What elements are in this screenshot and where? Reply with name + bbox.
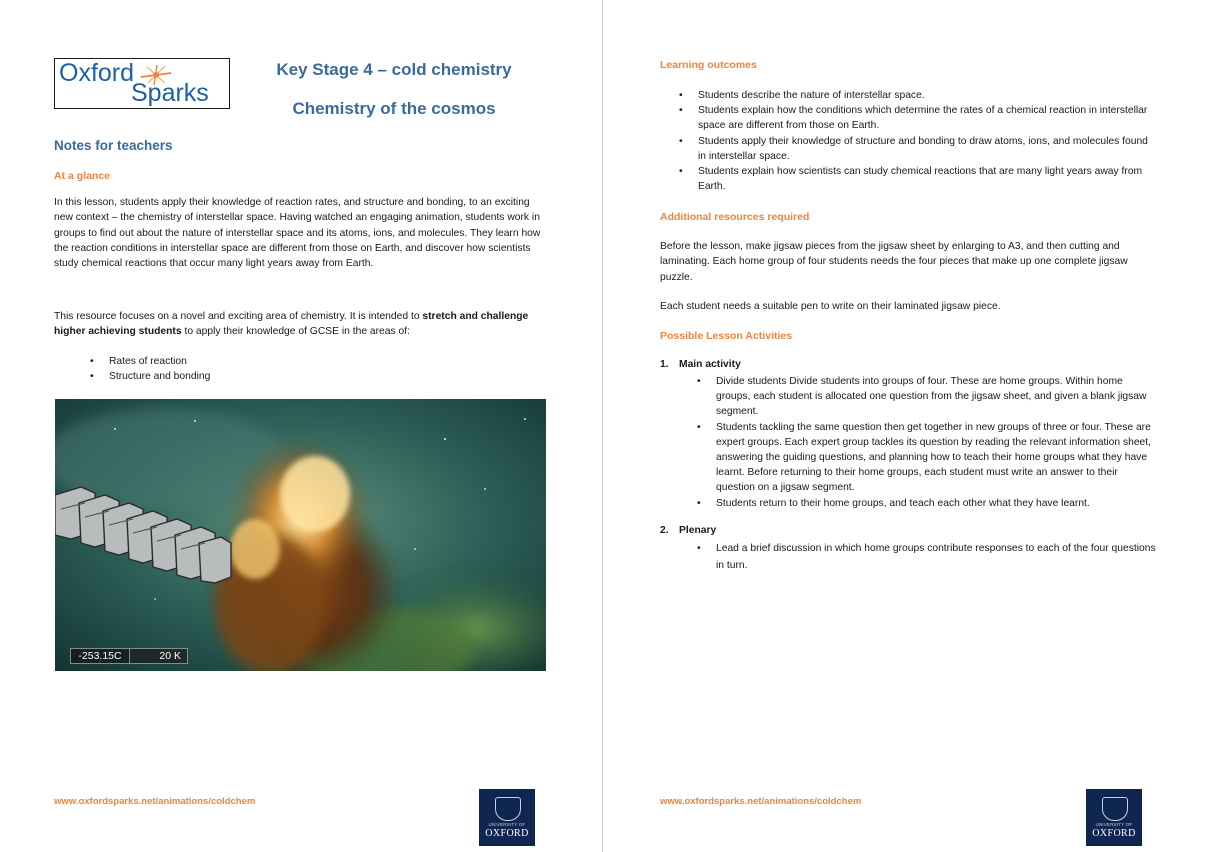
- focus-paragraph-end: to apply their knowledge of GCSE in the areas of:: [181, 326, 410, 338]
- focus-paragraph: [54, 309, 548, 340]
- page-right: [603, 0, 1206, 852]
- notes-for-teachers-heading: Notes for teachers: [54, 138, 173, 153]
- main-activity-number: 1.: [660, 359, 669, 370]
- topic-list: [90, 354, 490, 384]
- oxford-crest-icon: [1102, 797, 1128, 821]
- additional-resources-heading: Additional resources required: [660, 211, 810, 223]
- learning-outcomes-list: [679, 88, 1149, 194]
- badge-university-text: UNIVERSITY OF: [488, 822, 526, 827]
- plenary-heading: [660, 525, 716, 536]
- list-item: • Students tackling the same question then get together in new groups of three or four. These are expert groups. Each expert group tackles its question by reading the relevant information sheet, answering the guiding questions, and planning how to teach their home groups what they have learnt. Before returning to their home groups, each student must write an answer to their question on a jigsaw segment.: [697, 420, 1157, 496]
- temperature-readout: [70, 648, 188, 664]
- list-item: • Rates of reaction: [90, 354, 490, 369]
- page-subtitle: Chemistry of the cosmos: [292, 99, 496, 118]
- page-left: [0, 0, 602, 852]
- celsius-readout: -253.15C: [70, 648, 130, 664]
- list-item: • Students apply their knowledge of structure and bonding to draw atoms, ions, and molecules found in interstellar space.: [679, 134, 1149, 164]
- interstellar-nebula-image: [55, 399, 546, 671]
- list-item: • Students describe the nature of interstellar space.: [679, 88, 1149, 103]
- learning-outcomes-heading: Learning outcomes: [660, 59, 757, 71]
- plenary-number: 2.: [660, 525, 669, 536]
- list-item: • Students return to their home groups, and teach each other what they have learnt.: [697, 496, 1157, 511]
- badge-oxford-text: OXFORD: [485, 828, 529, 839]
- main-activity-title: Main activity: [679, 359, 741, 370]
- oxford-crest-icon: [495, 797, 521, 821]
- at-a-glance-heading: At a glance: [54, 170, 111, 182]
- main-activity-list: [697, 374, 1157, 511]
- list-item: • Structure and bonding: [90, 369, 490, 384]
- badge-oxford-text: OXFORD: [1092, 828, 1136, 839]
- focus-paragraph-bold: stretch and challenge higher achieving students: [54, 311, 529, 338]
- main-activity-heading: [660, 359, 741, 370]
- logo-word-oxford: Oxford: [59, 59, 135, 87]
- page-title: Key Stage 4 – cold chemistry: [276, 60, 512, 79]
- lesson-activities-heading: Possible Lesson Activities: [660, 330, 793, 342]
- list-item: • Students explain how the conditions which determine the rates of a chemical reaction in interstellar space are different from those on Earth.: [679, 103, 1149, 133]
- pen-paragraph: Each student needs a suitable pen to write on their laminated jigsaw piece.: [660, 301, 1001, 312]
- list-item: • Students explain how scientists can study chemical reactions that are many light years away from Earth.: [679, 164, 1149, 194]
- plenary-list: [697, 540, 1157, 574]
- spark-icon: [139, 63, 173, 87]
- badge-university-text: UNIVERSITY OF: [1095, 822, 1133, 827]
- list-item: • Lead a brief discussion in which home groups contribute responses to each of the four questions in turn.: [697, 540, 1157, 574]
- footer-link[interactable]: www.oxfordsparks.net/animations/coldchem: [54, 796, 256, 807]
- university-of-oxford-logo: [479, 789, 535, 846]
- plenary-title: Plenary: [679, 525, 717, 536]
- kelvin-readout: 20 K: [130, 648, 188, 664]
- animation-still: [55, 399, 546, 671]
- focus-paragraph-start: This resource focuses on a novel and exciting area of chemistry. It is intended to: [54, 311, 423, 322]
- intro-paragraph: In this lesson, students apply their knowledge of reaction rates, and structure and bonding, to an exciting new context – the chemistry of interstellar space. Having watched an engaging animation, students work in groups to find out about the nature of interstellar space and its atoms, ions, and molecules. They learn how the reaction conditions in interstellar space are different from those on Earth, and discover how scientists study chemical reactions that occur many light years away from Earth.: [54, 197, 541, 270]
- university-of-oxford-logo: [1086, 789, 1142, 846]
- oxford-sparks-logo: [54, 58, 230, 109]
- logo-word-sparks: Sparks: [131, 79, 209, 107]
- footer-link[interactable]: www.oxfordsparks.net/animations/coldchem: [660, 796, 862, 807]
- resources-paragraph: Before the lesson, make jigsaw pieces from the jigsaw sheet by enlarging to A3, and then cutting and laminating. Each home group of four students needs the four pieces that make up one complete jigsaw puzzle.: [660, 241, 1128, 283]
- list-item: • Divide students Divide students into groups of four. These are home groups. Within home groups, each student is allocated one question from the jigsaw sheet, and given a blank jigsaw segment.: [697, 374, 1157, 420]
